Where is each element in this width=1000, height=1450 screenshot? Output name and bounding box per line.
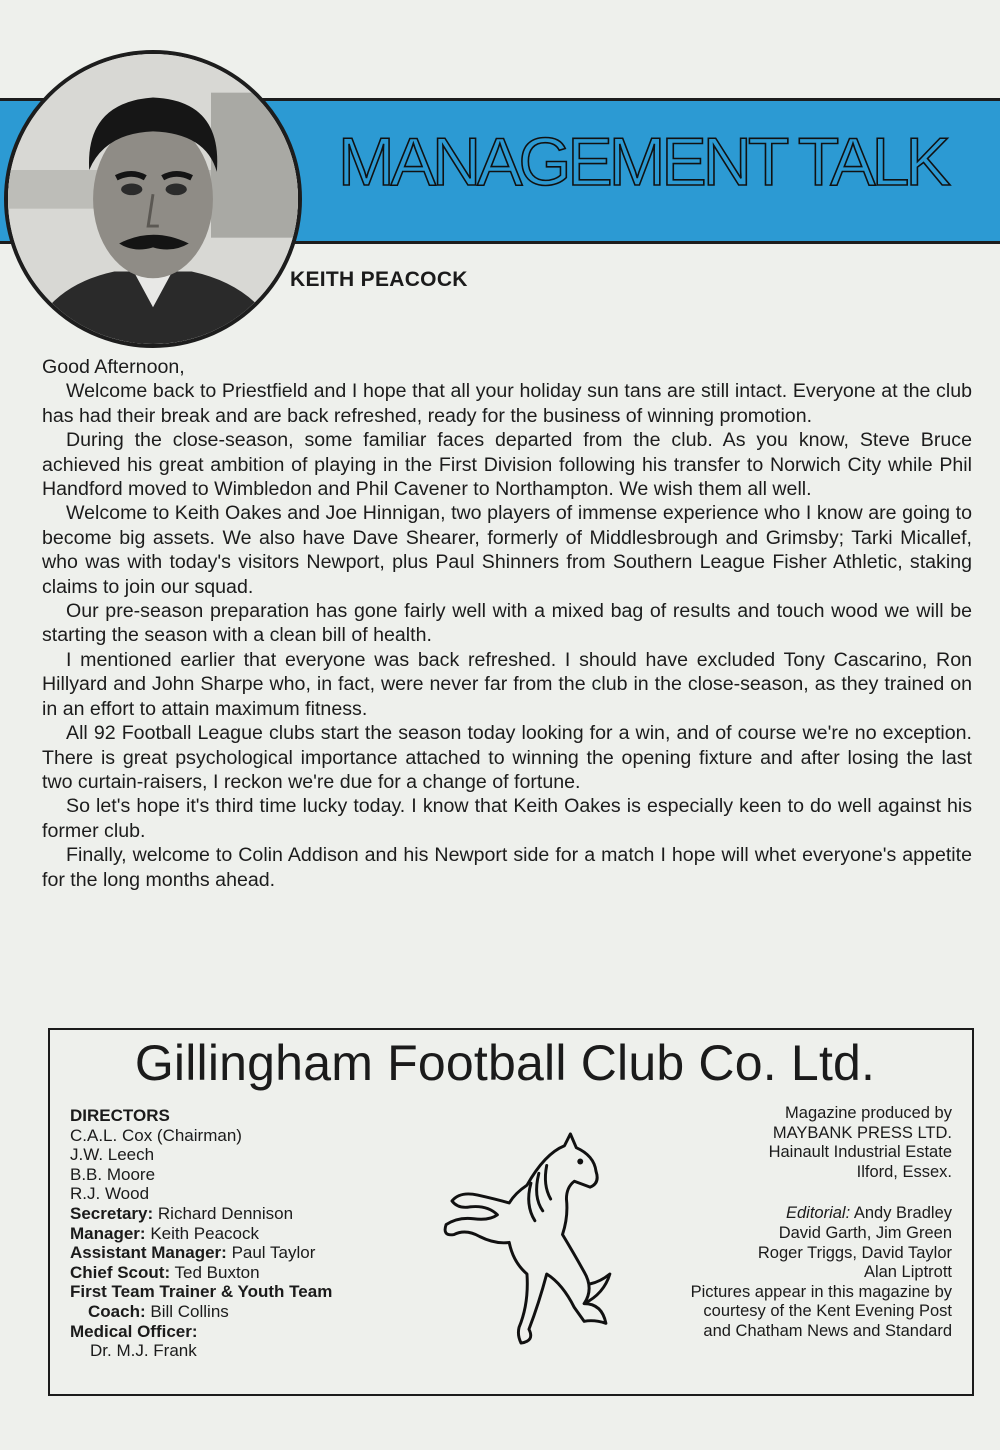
editorial-names: David Garth, Jim Green [778, 1223, 952, 1242]
pictures-credit: and Chatham News and Standard [703, 1321, 952, 1340]
press-town: Ilford, Essex. [856, 1162, 952, 1181]
director-name: B.B. Moore [70, 1164, 156, 1184]
secretary-line: Secretary: Richard Dennison [70, 1203, 294, 1223]
letter-greeting: Good Afternoon, [42, 356, 185, 378]
letter-paragraph: So let's hope it's third time lucky today. I know that Keith Oakes is especially keen to do well against his former club. [42, 795, 972, 842]
letter-paragraph: All 92 Football League clubs start the season today looking for a win, and of course we're no exception. There is great psychological importance attached to winning the opening fixture and after losing the last two curtain-raisers, I reckon we're due for a change of fortune. [42, 722, 972, 793]
letter-paragraph: I mentioned earlier that everyone was back refreshed. I should have excluded Tony Cascarino, Ron Hillyard and John Sharpe who, in fact, were never far from the club in the close-season, as they trained on in an effort to attain maximum fitness. [42, 648, 972, 720]
club-name: Gillingham Football Club Co. Ltd. [134, 1035, 876, 1091]
medical-officer-line: Medical Officer: [70, 1321, 198, 1341]
manager-line: Manager: Keith Peacock [70, 1223, 259, 1243]
letter-paragraph: Welcome back to Priestfield and I hope that all your holiday sun tans are still intact. Everyone at the club has had their break and are back refreshed, ready for the business of winning promotion. [42, 380, 972, 427]
director-name: C.A.L. Cox (Chairman) [70, 1125, 242, 1145]
editorial-names: Alan Liptrott [863, 1263, 952, 1282]
director-name: J.W. Leech [70, 1145, 155, 1165]
medical-officer-name: Dr. M.J. Frank [90, 1341, 197, 1361]
assistant-manager-line: Assistant Manager: Paul Taylor [70, 1243, 316, 1263]
editorial-names: Roger Triggs, David Taylor [757, 1243, 952, 1262]
director-name: R.J. Wood [70, 1184, 150, 1204]
letter-paragraph: Welcome to Keith Oakes and Joe Hinnigan, two players of immense experience who I know are going to become big assets. We also have Dave Shearer, formerly of Middlesbrough and Grimsby; Tarki Micallef, who was with today's visitors Newport, plus Paul Shinners from Southern League Fisher Athletic, staking claims to join our squad. [42, 502, 972, 598]
trainer-line: First Team Trainer & Youth Team [70, 1282, 333, 1302]
coach-line: Coach: Bill Collins [88, 1301, 229, 1321]
produced-by: Magazine produced by [785, 1104, 952, 1122]
club-officials [70, 1106, 450, 1361]
pictures-credit: courtesy of the Kent Evening Post [703, 1302, 952, 1321]
editorial-line: Editorial: Andy Bradley [785, 1204, 952, 1223]
press-name: MAYBANK PRESS LTD. [772, 1123, 952, 1142]
directors-heading: DIRECTORS [70, 1106, 170, 1125]
rearing-horse-emblem-icon [436, 1126, 614, 1348]
magazine-credits [620, 1104, 952, 1342]
press-estate: Hainault Industrial Estate [768, 1143, 952, 1162]
letter-paragraph: Finally, welcome to Colin Addison and his Newport side for a match I hope will whet everyone's appetite for the long months ahead. [42, 844, 972, 891]
chief-scout-line: Chief Scout: Ted Buxton [70, 1262, 260, 1282]
manager-portrait [4, 50, 302, 348]
letter-body [42, 355, 972, 892]
letter-paragraph: During the close-season, some familiar faces departed from the club. As you know, Steve Bruce achieved his great ambition of playing in the First Division following his transfer to Norwich City while Phil Handford moved to Wimbledon and Phil Cavener to Northampton. We wish them all well. [42, 429, 972, 501]
author-byline: KEITH PEACOCK [290, 268, 468, 291]
pictures-credit: Pictures appear in this magazine by [690, 1282, 952, 1301]
letter-paragraph: Our pre-season preparation has gone fairly well with a mixed bag of results and touch wood we will be starting the season with a clean bill of health. [42, 600, 972, 647]
page-title: MANAGEMENT TALK [338, 124, 947, 200]
portrait-illustration [8, 54, 298, 344]
